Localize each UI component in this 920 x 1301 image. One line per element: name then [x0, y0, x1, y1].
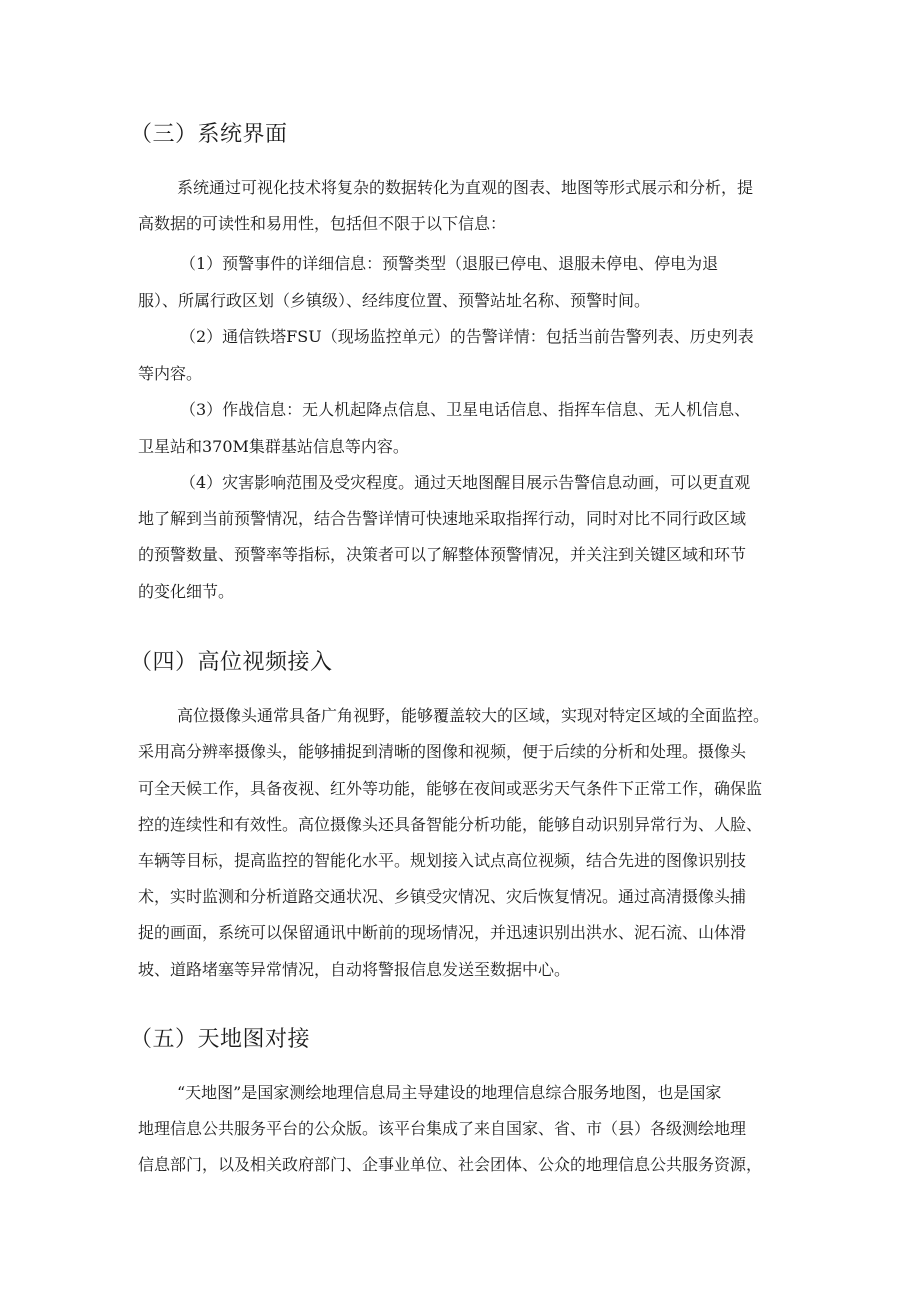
- list-item-line: 卫星站和370M集群基站信息等内容。: [138, 437, 409, 456]
- list-item-line: （1）预警事件的详细信息：预警类型（退服已停电、退服未停电、停电为退: [180, 254, 719, 273]
- list-item-line: 服）、所属行政区划（乡镇级）、经纬度位置、预警站址名称、预警时间。: [138, 291, 651, 310]
- paragraph-line: 坡、道路堵塞等异常情况，自动将警报信息发送至数据中心。: [138, 960, 571, 979]
- section-heading-5: （五）天地图对接: [130, 1027, 311, 1052]
- list-item-line: （4）灾害影响范围及受灾程度。通过天地图醒目展示告警信息动画，可以更直观: [180, 473, 751, 492]
- paragraph-line: 采用高分辨率摄像头，能够捕捉到清晰的图像和视频，便于后续的分析和处理。摄像头: [138, 742, 747, 761]
- list-item-line: （2）通信铁塔FSU（现场监控单元）的告警详情：包括当前告警列表、历史列表: [180, 327, 754, 346]
- paragraph-line: 系统通过可视化技术将复杂的数据转化为直观的图表、地图等形式展示和分析，提: [177, 178, 754, 197]
- paragraph-line: 高数据的可读性和易用性，包括但不限于以下信息：: [138, 214, 507, 233]
- paragraph-line: 捉的画面，系统可以保留通讯中断前的现场情况，并迅速识别出洪水、泥石流、山体滑: [138, 923, 747, 942]
- paragraph-line: 术，实时监测和分析道路交通状况、乡镇受灾情况、灾后恢复情况。通过高清摄像头捕: [138, 887, 747, 906]
- paragraph-line: 的变化细节。: [138, 582, 235, 601]
- paragraph-line: 控的连续性和有效性。高位摄像头还具备智能分析功能，能够自动识别异常行为、人脸、: [138, 815, 763, 834]
- paragraph-line: 的预警数量、预警率等指标，决策者可以了解整体预警情况，并关注到关键区域和环节: [138, 545, 747, 564]
- paragraph-line: 车辆等目标，提高监控的智能化水平。规划接入试点高位视频，结合先进的图像识别技: [138, 851, 747, 870]
- section-heading-3: （三）系统界面: [130, 122, 288, 147]
- list-item-line: 等内容。: [138, 364, 203, 383]
- paragraph-line: 可全天候工作，具备夜视、红外等功能，能够在夜间或恶劣天气条件下正常工作，确保监: [138, 779, 763, 798]
- paragraph-line: 地了解到当前预警情况，结合告警详情可快速地采取指挥行动，同时对比不同行政区域: [138, 509, 747, 528]
- paragraph-line: 信息部门，以及相关政府部门、企事业单位、社会团体、公众的地理信息公共服务资源，: [138, 1155, 763, 1174]
- section-heading-4: （四）高位视频接入: [130, 650, 333, 675]
- paragraph-line: 地理信息公共服务平台的公众版。该平台集成了来自国家、省、市（县）各级测绘地理: [138, 1119, 747, 1138]
- paragraph-line: 高位摄像头通常具备广角视野，能够覆盖较大的区域，实现对特定区域的全面监控。: [177, 706, 770, 725]
- list-item-line: （3）作战信息：无人机起降点信息、卫星电话信息、指挥车信息、无人机信息、: [180, 400, 751, 419]
- paragraph-line: “天地图”是国家测绘地理信息局主导建设的地理信息综合服务地图，也是国家: [177, 1083, 722, 1102]
